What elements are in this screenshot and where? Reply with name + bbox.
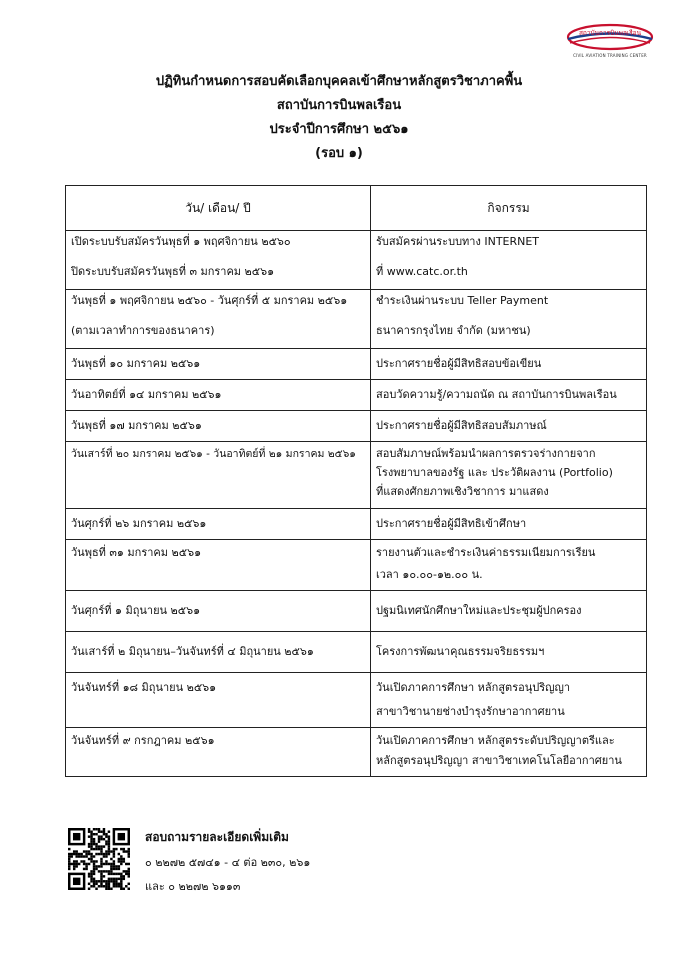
- table-row: [66, 540, 647, 591]
- activity-cell: ประกาศรายชื่อผู้มีสิทธิเข้าศึกษา: [371, 509, 647, 540]
- contact-phone-2: และ ๐ ๒๒๗๒ ๖๑๑๓: [145, 880, 241, 893]
- table-row: [66, 591, 647, 632]
- logo-subtitle: CIVIL AVIATION TRAINING CENTER: [573, 53, 647, 58]
- date-cell: วันพุธที่ ๑๐ มกราคม ๒๕๖๑: [66, 349, 371, 380]
- activity-cell: ประกาศรายชื่อผู้มีสิทธิสอบสัมภาษณ์: [371, 411, 647, 442]
- date-cell: วันเสาร์ที่ ๒ มิถุนายน–วันจันทร์ที่ ๔ มิถุนายน ๒๕๖๑: [66, 632, 371, 673]
- header-date: วัน/ เดือน/ ปี: [66, 186, 371, 231]
- activity-cell: สอบวัดความรู้/ความถนัด ณ สถาบันการบินพลเรือน: [371, 380, 647, 411]
- header-activity: กิจกรรม: [371, 186, 647, 231]
- date-cell: เปิดระบบรับสมัครวันพุธที่ ๑ พฤศจิกายน ๒๕๖๐ ปิดระบบรับสมัครวันพุธที่ ๓ มกราคม ๒๕๖๑: [66, 231, 371, 290]
- activity-cell: สอบสัมภาษณ์พร้อมนำผลการตรวจร่างกายจาก โรงพยาบาลของรัฐ และ ประวัติผลงาน (Portfolio) ที่แสดงศักยภาพเชิงวิชาการ มาแสดง: [371, 442, 647, 509]
- activity-cell: ปฐมนิเทศนักศึกษาใหม่และประชุมผู้ปกครอง: [371, 591, 647, 632]
- date-cell: วันพุธที่ ๑๗ มกราคม ๒๕๖๑: [66, 411, 371, 442]
- table-row: [66, 442, 647, 509]
- table-row: [66, 411, 647, 442]
- activity-cell: วันเปิดภาคการศึกษา หลักสูตรระดับปริญญาตรีและ หลักสูตรอนุปริญญา สาขาวิชาเทคโนโลยีอากาศยาน: [371, 728, 647, 777]
- date-cell: วันศุกร์ที่ ๒๖ มกราคม ๒๕๖๑: [66, 509, 371, 540]
- document-title: ปฏิทินกำหนดการสอบคัดเลือกบุคคลเข้าศึกษาหลักสูตรวิชาภาคพื้น: [155, 74, 523, 89]
- website-link: ที่ www.catc.or.th: [376, 265, 468, 278]
- activity-cell: รับสมัครผ่านระบบทาง INTERNET ที่ www.catc.or.th: [371, 231, 647, 290]
- contact-phone-1: ๐ ๒๒๗๒ ๕๗๔๑ - ๔ ต่อ ๒๓๐, ๒๖๑: [145, 856, 311, 869]
- table-header-row: [66, 186, 647, 231]
- date-cell: วันศุกร์ที่ ๑ มิถุนายน ๒๕๖๑: [66, 591, 371, 632]
- date-cell: วันเสาร์ที่ ๒๐ มกราคม ๒๕๖๑ - วันอาทิตย์ที่ ๒๑ มกราคม ๒๕๖๑: [66, 442, 371, 509]
- table-row: [66, 231, 647, 290]
- date-cell: วันพุธที่ ๑ พฤศจิกายน ๒๕๖๐ - วันศุกร์ที่ ๕ มกราคม ๒๕๖๑ (ตามเวลาทำการของธนาคาร): [66, 290, 371, 349]
- date-cell: วันจันทร์ที่ ๑๘ มิถุนายน ๒๕๖๑: [66, 673, 371, 728]
- academic-year: ประจำปีการศึกษา ๒๕๖๑: [269, 122, 409, 137]
- date-cell: วันอาทิตย์ที่ ๑๔ มกราคม ๒๕๖๑: [66, 380, 371, 411]
- date-cell: วันจันทร์ที่ ๙ กรกฎาคม ๒๕๖๑: [66, 728, 371, 777]
- table-row: [66, 349, 647, 380]
- institution-name: สถาบันการบินพลเรือน: [276, 98, 402, 113]
- table-row: [66, 728, 647, 777]
- schedule-table: [65, 185, 647, 777]
- contact-title: สอบถามรายละเอียดเพิ่มเติม: [145, 830, 289, 844]
- activity-cell: ประกาศรายชื่อผู้มีสิทธิสอบข้อเขียน: [371, 349, 647, 380]
- date-cell: วันพุธที่ ๓๑ มกราคม ๒๕๖๑: [66, 540, 371, 591]
- table-row: [66, 632, 647, 673]
- logo-text: สถาบันการบินพลเรือน: [578, 29, 642, 37]
- table-row: [66, 509, 647, 540]
- table-row: [66, 673, 647, 728]
- table-row: [66, 380, 647, 411]
- activity-cell: วันเปิดภาคการศึกษา หลักสูตรอนุปริญญา สาขาวิชานายช่างบำรุงรักษาอากาศยาน: [371, 673, 647, 728]
- table-row: [66, 290, 647, 349]
- activity-cell: ชำระเงินผ่านระบบ Teller Payment ธนาคารกรุงไทย จำกัด (มหาชน): [371, 290, 647, 349]
- round-label: (รอบ ๑): [315, 146, 363, 161]
- activity-cell: โครงการพัฒนาคุณธรรมจริยธรรมฯ: [371, 632, 647, 673]
- catc-logo: [560, 20, 660, 66]
- activity-cell: รายงานตัวและชำระเงินค่าธรรมเนียมการเรียน เวลา ๑๐.๐๐-๑๒.๐๐ น.: [371, 540, 647, 591]
- qr-code: [68, 828, 130, 890]
